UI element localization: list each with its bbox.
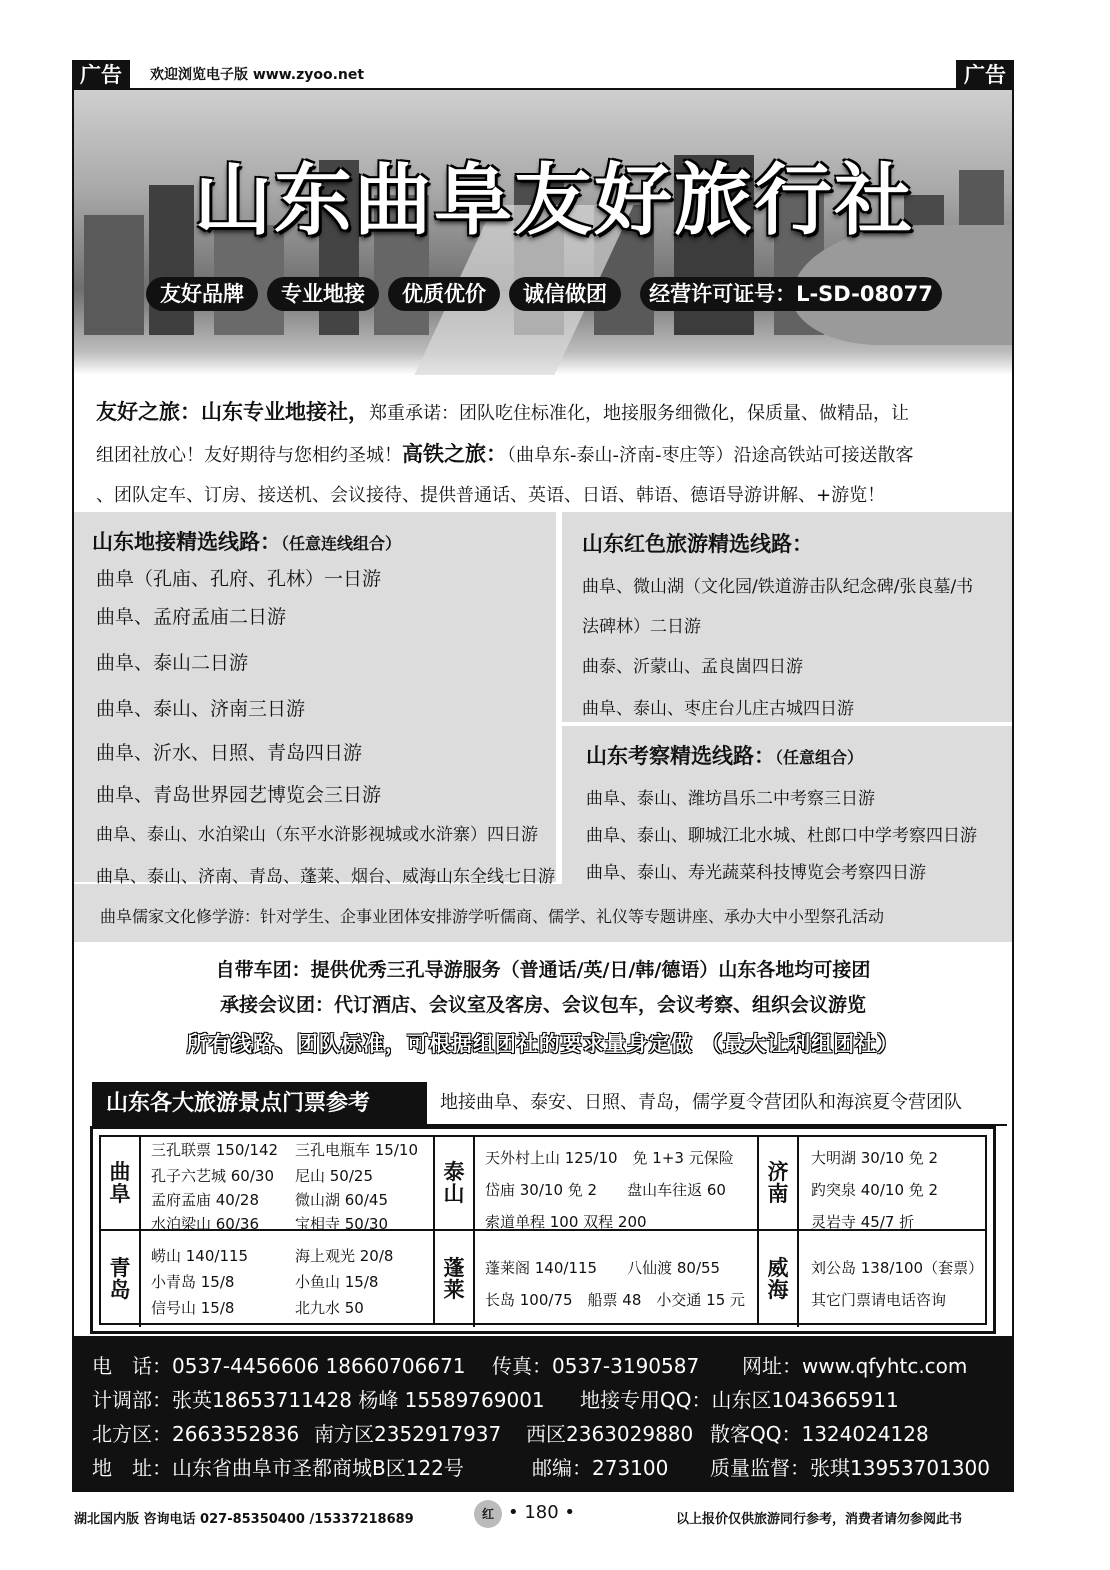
postcode: 邮编：273100 [532, 1456, 669, 1480]
qq-individual[interactable]: 散客QQ：1324024128 [710, 1422, 929, 1446]
service-line-2: 承接会议团：代订酒店、会议室及客房、会议包车，会议考察、组织会议游览 [219, 994, 866, 1016]
culture-line: 曲阜儒家文化修学游：针对学生、企事业团体安排游学听儒商、儒学、礼仪等专题讲座、承办大中小型祭孔活动 [100, 907, 885, 926]
footer-left: 湖北国内版 咨询电话 027-85350400 /15337218689 [74, 1512, 414, 1527]
tickets-side-note: 地接曲阜、泰安、日照、青岛，儒学夏令营团队和海滨夏令营团队 [440, 1092, 962, 1113]
city-qingdao: 青岛 [101, 1231, 141, 1327]
intro-lead-1: 友好之旅：山东专业地接社， [96, 400, 369, 424]
badge-brand: 友好品牌 [146, 277, 258, 311]
ticket-item: 北九水 50 [295, 1299, 364, 1317]
ticket-item: 岱庙 30/10 免 2 盘山车往返 60 [485, 1181, 726, 1199]
custom-slogan: 所有线路、团队标准，可根据组团社的要求量身定做 （最大让利组团社） [186, 1032, 900, 1056]
contact-block [74, 1336, 1012, 1490]
ad-tag-left: 广告 [72, 60, 130, 90]
ticket-item: 崂山 140/115 [151, 1247, 249, 1265]
route-item: 曲阜、孟府孟庙二日游 [96, 606, 287, 628]
red-routes-title: 山东红色旅游精选线路： [582, 532, 813, 556]
ad-tag-right: 广告 [956, 60, 1014, 90]
ticket-item: 小青岛 15/8 [151, 1273, 235, 1291]
intro-text-3: （曲阜东-泰山-济南-枣庄等）沿途高铁站可接送散客 [507, 445, 914, 466]
ticket-item: 长岛 100/75 船票 48 小交通 15 元 [485, 1291, 746, 1309]
ticket-item: 其它门票请电话咨询 [811, 1291, 947, 1309]
qq-west[interactable]: 西区2363029880 [526, 1422, 694, 1446]
route-item: 曲阜、泰山二日游 [96, 652, 249, 674]
quality-supervision[interactable]: 质量监督：张琪13953701300 [710, 1456, 990, 1480]
route-item: 曲阜（孔庙、孔府、孔林）一日游 [96, 568, 382, 590]
ticket-item: 信号山 15/8 [151, 1299, 235, 1317]
fax-number[interactable]: 传真：0537-3190587 [492, 1354, 700, 1378]
welcome-text[interactable]: 欢迎浏览电子版 www.zyoo.net [150, 67, 365, 83]
route-item: 曲阜、青岛世界园艺博览会三日游 [96, 784, 382, 806]
study-route-item: 曲阜、泰山、聊城江北水城、杜郎口中学考察四日游 [586, 826, 977, 846]
ticket-item: 三孔联票 150/142 [151, 1141, 279, 1159]
ticket-item: 天外村上山 125/10 免 1+3 元保险 [485, 1149, 734, 1167]
page-number: • 180 • [508, 1502, 576, 1523]
route-item: 曲阜、泰山、水泊梁山（东平水浒影视城或水浒寨）四日游 [96, 825, 538, 845]
city-taishan: 泰山 [435, 1137, 475, 1229]
qq-north[interactable]: 北方区：2663352836 [92, 1422, 300, 1446]
ticket-item: 索道单程 100 双程 200 [485, 1213, 647, 1231]
ticket-item: 孔子六艺城 60/30 [151, 1167, 274, 1185]
red-route-item: 法碑林）二日游 [582, 617, 701, 637]
planning-dept[interactable]: 计调部：张英18653711428 杨峰 15589769001 [92, 1388, 545, 1412]
hero-banner [74, 90, 1012, 375]
badge-integrity: 诚信做团 [509, 277, 621, 311]
red-route-item: 曲阜、微山湖（文化园/铁道游击队纪念碑/张良墓/书 [582, 577, 974, 597]
intro-lead-2: 高铁之旅： [402, 442, 507, 466]
ticket-item: 刘公岛 138/100（套票） [811, 1259, 984, 1277]
footer-right: 以上报价仅供旅游同行参考，消费者请勿参阅此书 [676, 1512, 963, 1527]
ticket-item: 三孔电瓶车 15/10 [295, 1141, 418, 1159]
ticket-item: 孟府孟庙 40/28 [151, 1191, 259, 1209]
ticket-item: 小鱼山 15/8 [295, 1273, 379, 1291]
address: 地 址：山东省曲阜市圣都商城B区122号 [92, 1456, 464, 1480]
route-item: 曲阜、沂水、日照、青岛四日游 [96, 742, 363, 764]
intro-text-4: 、团队定车、订房、接送机、会议接待、提供普通话、英语、日语、韩语、德语导游讲解、+游览！ [96, 485, 886, 506]
website-link[interactable]: 网址：www.qfyhtc.com [742, 1354, 968, 1378]
service-line-1: 自带车团：提供优秀三孔导游服务（普通话/英/日/韩/德语）山东各地均可接团 [215, 959, 871, 981]
phone-numbers[interactable]: 电 话：0537-4456606 18660706671 [92, 1354, 466, 1378]
qq-south[interactable]: 南方区2352917937 [314, 1422, 502, 1446]
intro-text-2: 组团社放心！友好期待与您相约圣城！ [96, 445, 402, 466]
city-penglai: 蓬莱 [435, 1231, 475, 1327]
license-badge: 经营许可证号：L-SD-08077 [640, 277, 942, 311]
local-routes-title: 山东地接精选线路：（任意连线组合） [92, 530, 402, 554]
study-routes-title: 山东考察精选线路：（任意组合） [586, 744, 864, 768]
agency-title: 山东曲阜友好旅行社 [193, 155, 914, 246]
red-route-item: 曲阜、泰山、枣庄台儿庄古城四日游 [582, 699, 854, 719]
study-route-item: 曲阜、泰山、寿光蔬菜科技博览会考察四日游 [586, 863, 926, 883]
city-qufu: 曲阜 [101, 1137, 141, 1229]
badge-local: 专业地接 [267, 277, 379, 311]
red-route-item: 曲泰、沂蒙山、孟良崮四日游 [582, 657, 803, 677]
intro-text [96, 392, 996, 516]
ticket-item: 大明湖 30/10 免 2 [811, 1149, 939, 1167]
ticket-item: 趵突泉 40/10 免 2 [811, 1181, 939, 1199]
route-item: 曲阜、泰山、济南、青岛、蓬莱、烟台、威海山东全线七日游 [96, 867, 555, 887]
ticket-item: 宝相寺 50/30 [295, 1215, 388, 1233]
ticket-item: 灵岩寺 45/7 折 [811, 1213, 915, 1231]
intro-text-1: 郑重承诺：团队吃住标准化，地接服务细微化，保质量、做精品，让 [369, 403, 909, 424]
tickets-title: 山东各大旅游景点门票参考 [92, 1082, 427, 1126]
ticket-item: 蓬莱阁 140/115 八仙渡 80/55 [485, 1259, 721, 1277]
city-weihai: 威海 [759, 1231, 799, 1327]
route-item: 曲阜、泰山、济南三日游 [96, 698, 306, 720]
ticket-item: 海上观光 20/8 [295, 1247, 394, 1265]
study-routes-note: （任意组合） [775, 748, 864, 767]
ticket-item: 水泊梁山 60/36 [151, 1215, 259, 1233]
local-routes-note: （任意连线组合） [281, 534, 402, 553]
ticket-table [90, 1126, 996, 1334]
badge-price: 优质优价 [388, 277, 500, 311]
study-route-item: 曲阜、泰山、潍坊昌乐二中考察三日游 [586, 789, 875, 809]
red-badge-icon: 红 [474, 1500, 502, 1528]
local-qq[interactable]: 地接专用QQ：山东区1043665911 [580, 1388, 899, 1412]
ticket-item: 尼山 50/25 [295, 1167, 373, 1185]
ticket-item: 微山湖 60/45 [295, 1191, 388, 1209]
city-jinan: 济南 [759, 1137, 799, 1229]
